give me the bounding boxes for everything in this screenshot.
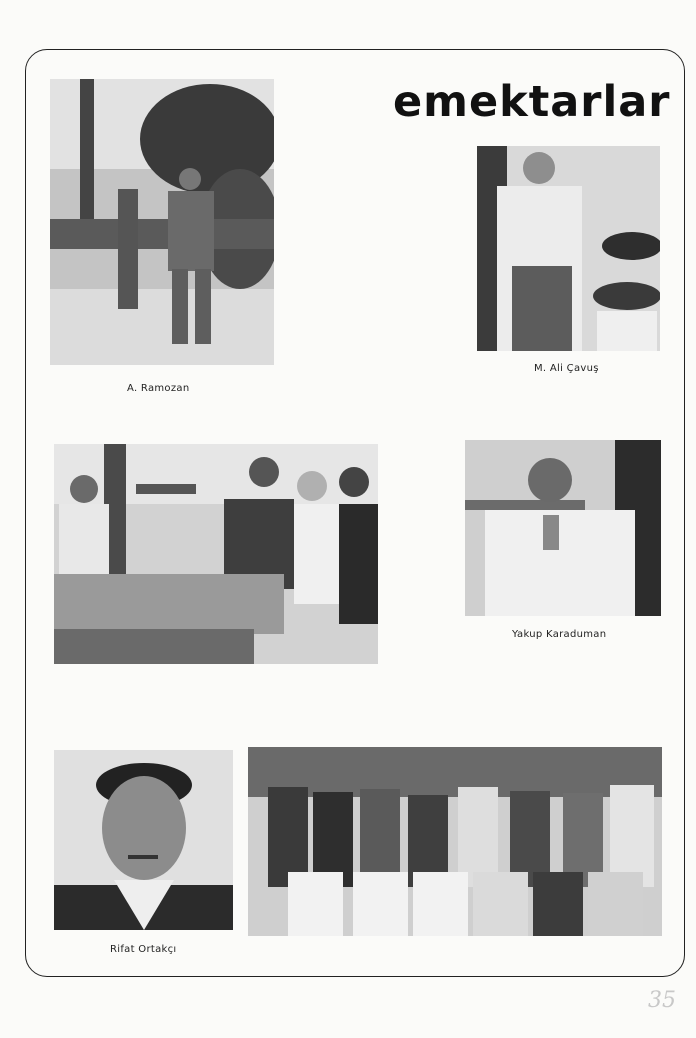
photo-staff-group (248, 747, 662, 936)
photo-karaduman (465, 440, 661, 616)
page-number: 35 (648, 988, 676, 1013)
caption-ortakci: Rifat Ortakçı (110, 944, 177, 955)
caption-karaduman: Yakup Karaduman (512, 629, 607, 640)
caption-ali-cavus: M. Ali Çavuş (534, 363, 599, 374)
caption-ramozan: A. Ramozan (127, 383, 190, 394)
photo-ramozan (50, 79, 274, 365)
photo-workers-table (54, 444, 378, 664)
photo-ali-cavus (477, 146, 660, 351)
photo-ortakci (54, 750, 233, 930)
page-title: emektarlar (393, 77, 671, 127)
